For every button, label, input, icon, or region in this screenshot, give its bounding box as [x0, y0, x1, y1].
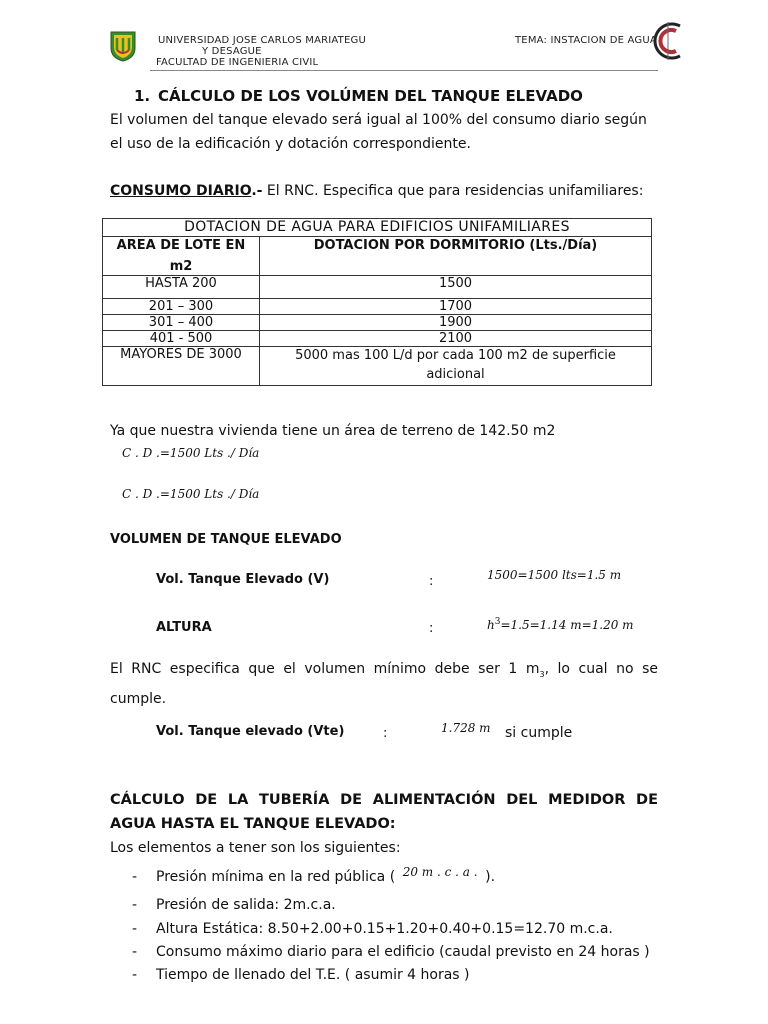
list-item-presion-minima: [156, 865, 496, 885]
altura-colon: :: [429, 621, 434, 636]
vte-label: Vol. Tanque elevado (Vte): [156, 724, 345, 739]
table-cell-area: 401 - 500: [103, 331, 260, 347]
bullet-marker: -: [132, 869, 138, 885]
table-cell-area: MAYORES DE 3000: [103, 347, 260, 386]
table-row: [103, 347, 652, 386]
altura-formula-h: h: [487, 618, 495, 632]
list-item-consumo-maximo: Consumo máximo diario para el edificio (caudal previsto en 24 horas ): [156, 944, 650, 960]
rnc-paragraph: [110, 657, 658, 711]
bullet-marker: -: [132, 921, 138, 937]
table-cell-dotacion: 2100: [260, 331, 652, 347]
consumo-label: CONSUMO DIARIO: [110, 183, 252, 199]
vte-colon: :: [383, 726, 388, 741]
vte-formula: 1.728 m: [441, 721, 491, 735]
rnc-line1-a: El RNC especifica que el volumen mínimo debe ser 1 m: [110, 661, 540, 677]
rnc-line2: cumple.: [110, 690, 167, 707]
vol-formula: 1500=1500 lts=1.5 m: [487, 568, 622, 582]
table-cell-dotacion-line2: adicional: [426, 367, 485, 382]
table-title: DOTACION DE AGUA PARA EDIFICIOS UNIFAMILIARES: [103, 219, 652, 237]
table-header-area: [103, 237, 260, 276]
altura-formula-rest: =1.5=1.14 m=1.20 m: [500, 618, 634, 632]
table-cell-area: 201 – 300: [103, 299, 260, 315]
cd-formula-1: C . D .=1500 Lts ./ Día: [122, 446, 260, 460]
tuberia-title-line2: AGUA HASTA EL TANQUE ELEVADO:: [110, 816, 396, 832]
item1-text-b: ).: [485, 869, 496, 885]
list-item-presion-salida: Presión de salida: 2m.c.a.: [156, 897, 336, 913]
cd-formula-2: C . D .=1500 Lts ./ Día: [122, 487, 260, 501]
section-title: CÁLCULO DE LOS VOLÚMEN DEL TANQUE ELEVADO: [158, 87, 583, 105]
consumo-paragraph: [110, 179, 643, 203]
list-item-tiempo-llenado: Tiempo de llenado del T.E. ( asumir 4 horas ): [156, 967, 470, 983]
table-header-dotacion: DOTACION POR DORMITORIO (Lts./Día): [260, 237, 652, 276]
altura-label: ALTURA: [156, 620, 212, 635]
tuberia-title-line1: CÁLCULO DE LA TUBERÍA DE ALIMENTACIÓN DEL MEDIDOR DE: [110, 792, 658, 808]
bullet-marker: -: [132, 967, 138, 983]
vol-label: Vol. Tanque Elevado (V): [156, 572, 330, 587]
table-cell-dotacion: 1500: [260, 276, 652, 299]
header-faculty: FACULTAD DE INGENIERIA CIVIL: [156, 57, 319, 68]
table-header-area-line2: m2: [169, 259, 193, 274]
table-cell-area: 301 – 400: [103, 315, 260, 331]
table-cell-dotacion-line1: 5000 mas 100 L/d por cada 100 m2 de superficie: [295, 348, 616, 363]
table-header-area-line1: AREA DE LOTE EN: [116, 238, 246, 253]
table-row: [103, 315, 652, 331]
item1-formula: 20 m . c . a .: [402, 865, 478, 879]
tuberia-intro: Los elementos a tener son los siguientes:: [110, 840, 401, 856]
vivienda-text: Ya que nuestra vivienda tiene un área de terreno de 142.50 m2: [110, 423, 556, 439]
table-cell-area: HASTA 200: [103, 276, 260, 299]
table-row: [103, 276, 652, 299]
section-number: 1.: [134, 87, 151, 105]
rnc-line1-b: , lo cual no se: [544, 661, 658, 677]
item1-text-a: Presión mínima en la red pública (: [156, 869, 396, 885]
table-cell-dotacion: 1700: [260, 299, 652, 315]
bullet-marker: -: [132, 944, 138, 960]
header-university-line1: UNIVERSIDAD JOSE CARLOS MARIATEGU: [158, 35, 366, 46]
table-row: [103, 331, 652, 347]
bullet-marker: -: [132, 897, 138, 913]
rnc-line1-sub: 3: [539, 669, 545, 679]
list-item-altura-estatica: Altura Estática: 8.50+2.00+0.15+1.20+0.40+0.15=12.70 m.c.a.: [156, 921, 613, 937]
vol-colon: :: [429, 574, 434, 589]
table-row: [103, 299, 652, 315]
consumo-text: El RNC. Especifica que para residencias unifamiliares:: [262, 183, 644, 199]
consumo-label-suffix: .-: [251, 183, 263, 199]
altura-formula-exp: 3: [494, 617, 501, 627]
vte-result: si cumple: [505, 725, 573, 741]
volumen-heading: VOLUMEN DE TANQUE ELEVADO: [110, 532, 342, 547]
university-logo: [110, 30, 136, 62]
table-cell-dotacion: 1900: [260, 315, 652, 331]
header-topic: TEMA: INSTACION DE AGUA: [515, 35, 657, 46]
altura-formula: [487, 617, 634, 632]
faculty-logo: [650, 20, 684, 62]
dotacion-table: [102, 218, 652, 386]
table-cell-dotacion: [260, 347, 652, 386]
header-university-line2: Y DESAGUE: [202, 46, 262, 57]
header-divider: [150, 70, 658, 71]
intro-line1: El volumen del tanque elevado será igual al 100% del consumo diario según: [110, 112, 647, 128]
intro-line2: el uso de la edificación y dotación correspondiente.: [110, 136, 471, 152]
